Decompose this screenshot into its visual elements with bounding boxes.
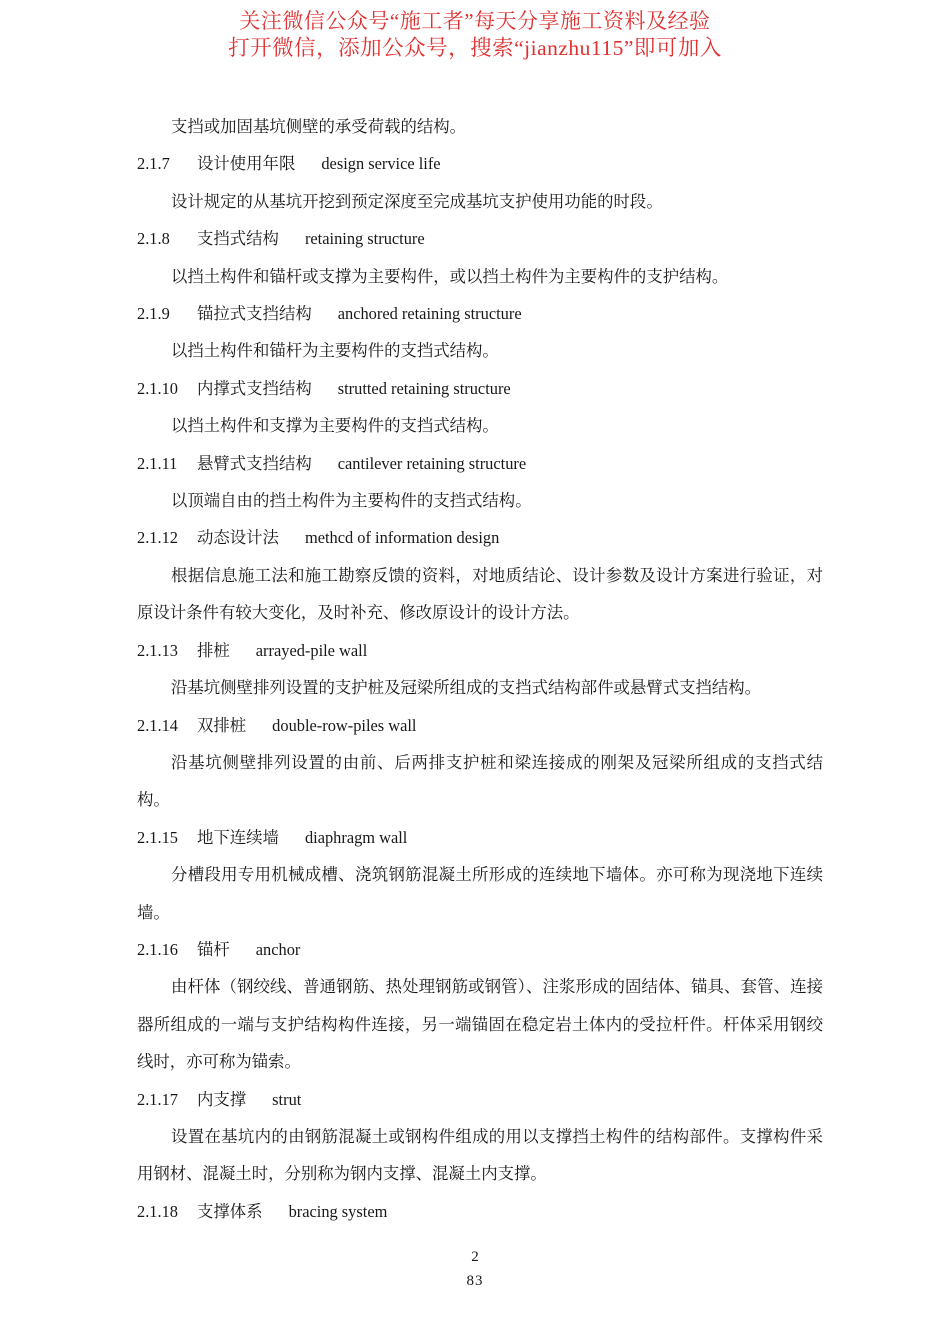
term-name-en: cantilever retaining structure [337, 453, 527, 473]
term-name-en: diaphragm wall [304, 827, 408, 847]
term-heading-2-1-10 [137, 370, 823, 407]
term-name-en: anchored retaining structure [337, 304, 522, 324]
term-heading-2-1-8 [137, 220, 823, 257]
term-name-en: design service life [321, 154, 441, 174]
term-definition-2-1-12: 根据信息施工法和施工勘察反馈的资料，对地质结论、设计参数及设计方案进行验证，对原设计条件有较大变化，及时补充、修改原设计的设计方法。 [137, 565, 823, 623]
term-heading-2-1-17 [137, 1081, 823, 1118]
term-heading-2-1-12 [137, 519, 823, 556]
watermark-line-2: 打开微信，添加公众号，搜索“jianzhu115”即可加入 [228, 35, 722, 60]
term-number: 2.1.17 [137, 1089, 178, 1109]
watermark-line-1: 关注微信公众号“施工者”每天分享施工资料及经验 [239, 9, 711, 33]
term-definition-2-1-8: 以挡土构件和锚杆或支撑为主要构件，或以挡土构件为主要构件的支护结构。 [171, 266, 729, 286]
term-number: 2.1.10 [137, 378, 178, 398]
page-footer [0, 1245, 950, 1293]
term-definition-2-1-17: 设置在基坑内的由钢筋混凝土或钢构件组成的用以支撑挡土构件的结构部件。支撑构件采用钢材、混凝土时，分别称为钢内支撑、混凝土内支撑。 [137, 1126, 823, 1184]
term-number: 2.1.16 [137, 939, 178, 959]
term-heading-2-1-13 [137, 632, 823, 669]
term-number: 2.1.11 [137, 453, 178, 473]
term-name-cn: 内支撑 [197, 1089, 247, 1109]
term-name-en: strutted retaining structure [337, 378, 511, 398]
term-name-cn: 锚拉式支挡结构 [197, 304, 312, 324]
watermark-header [0, 8, 950, 62]
term-name-cn: 内撑式支挡结构 [197, 378, 312, 398]
term-number: 2.1.12 [137, 528, 178, 548]
term-name-cn: 双排桩 [197, 715, 247, 735]
term-heading-2-1-9 [137, 295, 823, 332]
document-body [137, 108, 823, 1230]
term-heading-2-1-15 [137, 819, 823, 856]
term-heading-2-1-11 [137, 445, 823, 482]
term-heading-2-1-16 [137, 931, 823, 968]
term-number: 2.1.13 [137, 640, 178, 660]
term-name-en: arrayed-pile wall [255, 640, 368, 660]
term-name-cn: 动态设计法 [197, 528, 279, 548]
term-name-en: bracing system [288, 1201, 388, 1221]
term-name-cn: 支挡式结构 [197, 229, 279, 249]
term-name-cn: 排桩 [197, 640, 230, 660]
term-name-cn: 锚杆 [197, 939, 230, 959]
term-number: 2.1.7 [137, 154, 170, 174]
term-number: 2.1.15 [137, 827, 178, 847]
term-definition-2-1-16: 由杆体（钢绞线、普通钢筋、热处理钢筋或钢管）、注浆形成的固结体、锚具、套管、连接器所组成的一端与支护结构构件连接，另一端锚固在稳定岩土体内的受拉杆件。杆体采用钢绞线时，亦可称为锚索。 [137, 977, 823, 1072]
term-number: 2.1.14 [137, 715, 178, 735]
term-number: 2.1.18 [137, 1201, 178, 1221]
term-name-cn: 悬臂式支挡结构 [197, 453, 312, 473]
term-number: 2.1.8 [137, 229, 170, 249]
term-definition-2-1-15: 分槽段用专用机械成槽、浇筑钢筋混凝土所形成的连续地下墙体。亦可称为现浇地下连续墙。 [137, 865, 823, 922]
term-name-en: methcd of information design [304, 528, 500, 548]
term-name-cn: 支撑体系 [197, 1201, 263, 1221]
term-heading-2-1-7 [137, 145, 823, 182]
intro-paragraph: 支挡或加固基坑侧壁的承受荷载的结构。 [171, 117, 467, 136]
term-name-en: anchor [255, 939, 301, 959]
term-name-cn: 地下连续墙 [197, 827, 279, 847]
page-number: 2 [471, 1249, 479, 1265]
page-total-marker: 83 [466, 1273, 484, 1289]
term-number: 2.1.9 [137, 304, 170, 324]
term-name-cn: 设计使用年限 [197, 154, 296, 174]
term-definition-2-1-13: 沿基坑侧壁排列设置的支护桩及冠梁所组成的支挡式结构部件或悬臂式支挡结构。 [171, 678, 762, 698]
term-definition-2-1-9: 以挡土构件和锚杆为主要构件的支挡式结构。 [171, 341, 499, 361]
term-name-en: strut [272, 1089, 302, 1109]
term-heading-2-1-14 [137, 707, 823, 744]
term-definition-2-1-11: 以顶端自由的挡土构件为主要构件的支挡式结构。 [171, 491, 532, 511]
term-heading-2-1-18 [137, 1193, 823, 1230]
term-definition-2-1-7: 设计规定的从基坑开挖到预定深度至完成基坑支护使用功能的时段。 [171, 191, 663, 211]
term-definition-2-1-14: 沿基坑侧壁排列设置的由前、后两排支护桩和梁连接成的刚架及冠梁所组成的支挡式结构。 [137, 752, 823, 810]
term-definition-2-1-10: 以挡土构件和支撑为主要构件的支挡式结构。 [171, 416, 499, 436]
term-name-en: retaining structure [304, 229, 425, 249]
term-name-en: double-row-piles wall [272, 715, 417, 735]
